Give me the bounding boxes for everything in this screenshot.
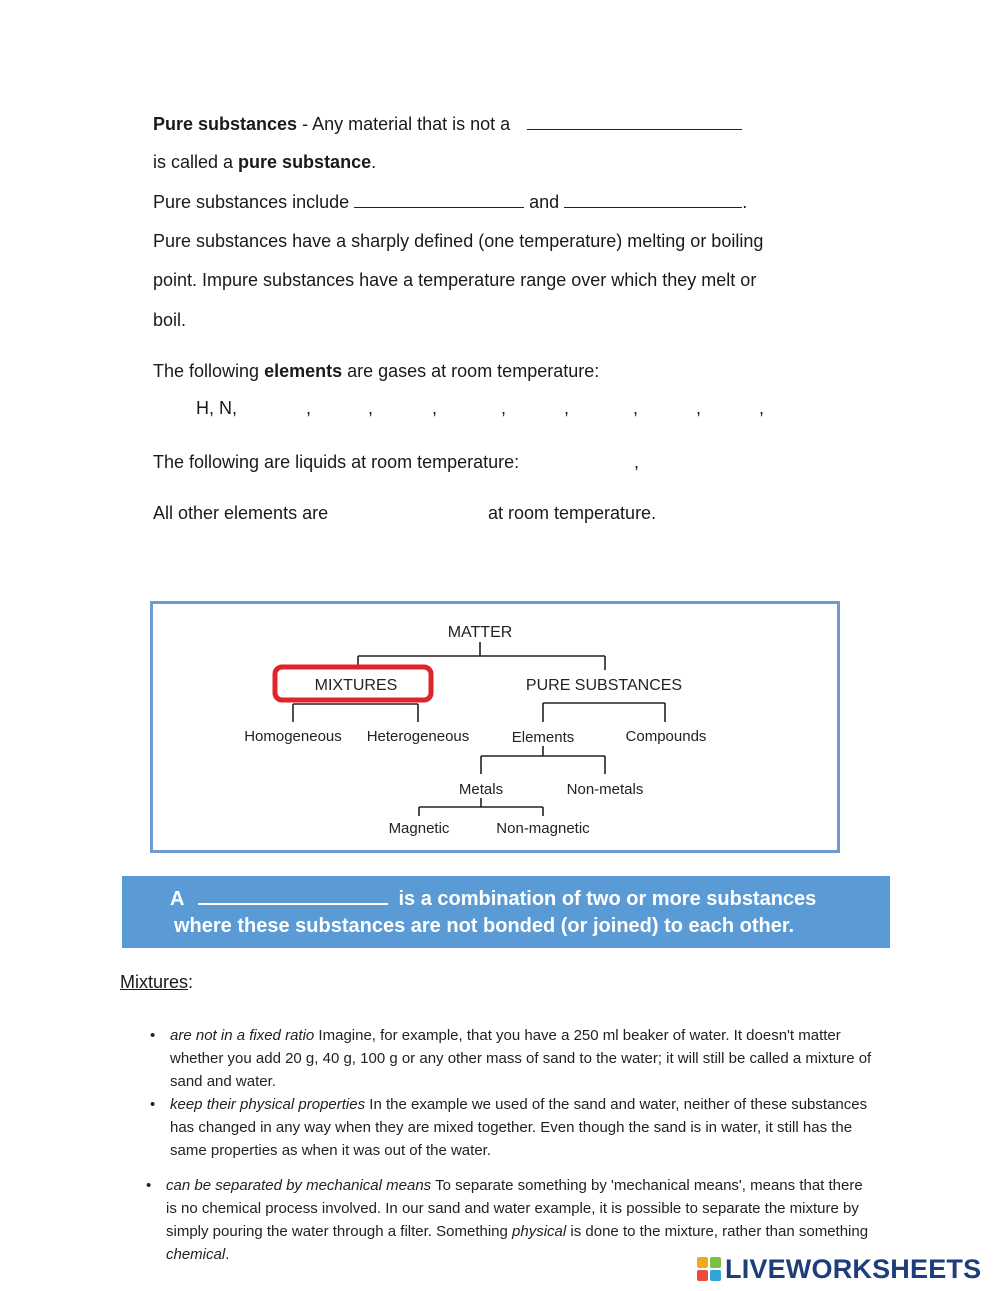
definition-text: - Any material that is not a (297, 114, 511, 134)
classification-tree (153, 604, 837, 850)
node-compounds: Compounds (625, 728, 707, 745)
logo-squares-icon (697, 1257, 721, 1281)
node-non-metals: Non-metals (566, 781, 644, 798)
gases-post: are gases at room temperature: (342, 361, 600, 381)
mixtures-heading (120, 972, 193, 993)
bullet-2-text: In the example we used of the sand and water, neither of these substances has changed in any way when they are mixed together. Even though the sand is in water, it still has the same properties as when it was out of the water. (170, 1096, 868, 1159)
node-mixtures: MIXTURES (314, 677, 398, 694)
gas-blank-6[interactable]: , (633, 398, 639, 418)
line2-period: . (371, 152, 377, 172)
node-pure-substances: PURE SUBSTANCES (525, 677, 683, 694)
para-line-2: point. Impure substances have a temperature range over which they melt or (153, 270, 757, 290)
list-item (144, 1174, 873, 1266)
gases-line (153, 361, 599, 382)
node-magnetic: Magnetic (388, 820, 450, 837)
line2-text: is called a (153, 152, 239, 172)
liveworksheets-logo (697, 1254, 981, 1284)
definition-line-1 (153, 113, 742, 135)
gas-blank-5[interactable]: , (564, 398, 570, 418)
bullet-3-physical: physical (512, 1223, 567, 1240)
gases-pre: The following (153, 361, 265, 381)
node-metals: Metals (458, 781, 504, 798)
others-line (153, 503, 657, 524)
answer-blank-1[interactable] (527, 113, 742, 130)
liquids-line (153, 452, 640, 473)
term-elements: elements (264, 361, 343, 381)
banner-line-1-text: is a combination of two or more substances (398, 888, 817, 910)
mixtures-properties-list (148, 1024, 873, 1266)
include-text: Pure substances include (153, 192, 350, 212)
bullet-icon: • (150, 1096, 156, 1113)
banner-answer-blank[interactable] (198, 885, 388, 905)
others-pre: All other elements are (153, 503, 329, 523)
gases-given: H, N, (196, 398, 238, 418)
list-item (148, 1093, 873, 1162)
include-line (153, 191, 747, 213)
mixtures-heading-colon: : (188, 972, 194, 992)
node-matter: MATTER (447, 624, 513, 641)
gas-blank-4[interactable]: , (501, 398, 507, 418)
others-post: at room temperature. (488, 503, 657, 523)
definition-line-2 (153, 152, 376, 173)
gas-blank-8[interactable]: , (759, 398, 765, 418)
gas-blank-2[interactable]: , (368, 398, 374, 418)
bullet-3-text: To separate something by 'mechanical means', means that there is no chemical process involved. In our sand and water example, it is possible to separate the mixture by simply pouring the water through a filter. Something (166, 1177, 863, 1240)
para-line-3: boil. (153, 310, 187, 330)
include-period: . (742, 192, 748, 212)
gas-blank-7[interactable]: , (696, 398, 702, 418)
bullet-3-chemical: chemical (166, 1246, 226, 1263)
node-heterogeneous: Heterogeneous (366, 728, 470, 745)
bullet-1-text: Imagine, for example, that you have a 250 ml beaker of water. It doesn't matter whether you add 20 g, 40 g, 100 g or any other mass of sand to the water; it will still be called a mixture of sand and water. (170, 1027, 872, 1090)
gases-answer-row (196, 398, 765, 419)
liquid-blank[interactable]: , (634, 452, 640, 472)
node-homogeneous: Homogeneous (244, 728, 342, 745)
bullet-2-lead: keep their physical properties (170, 1096, 366, 1113)
bullet-3-text2: is done to the mixture, rather than something (566, 1223, 869, 1240)
bullet-3-lead: can be separated by mechanical means (166, 1177, 432, 1194)
banner-line-1 (170, 885, 816, 911)
para-line-1: Pure substances have a sharply defined (one temperature) melting or boiling (153, 231, 764, 251)
node-non-magnetic: Non-magnetic (496, 820, 590, 837)
gas-blank-1[interactable]: , (306, 398, 312, 418)
banner-line-2: where these substances are not bonded (or joined) to each other. (174, 915, 795, 937)
banner-a: A (170, 888, 185, 910)
answer-blank-2[interactable] (354, 191, 524, 208)
matter-classification-diagram (150, 601, 840, 853)
liquids-text: The following are liquids at room temperature: (153, 452, 520, 472)
gas-blank-3[interactable]: , (432, 398, 438, 418)
mixtures-heading-text: Mixtures (120, 972, 189, 992)
bullet-icon: • (146, 1177, 152, 1194)
term-pure-substance: pure substance (238, 152, 372, 172)
bullet-icon: • (150, 1027, 156, 1044)
and-text: and (529, 192, 560, 212)
bullet-1-lead: are not in a fixed ratio (170, 1027, 315, 1044)
logo-text: LIVEWORKSHEETS (725, 1253, 982, 1284)
bullet-3-end: . (225, 1246, 230, 1263)
mixture-definition-banner (122, 876, 890, 948)
term-pure-substances: Pure substances (153, 114, 298, 134)
answer-blank-3[interactable] (564, 191, 742, 208)
list-item (148, 1024, 873, 1093)
node-elements: Elements (511, 729, 575, 746)
